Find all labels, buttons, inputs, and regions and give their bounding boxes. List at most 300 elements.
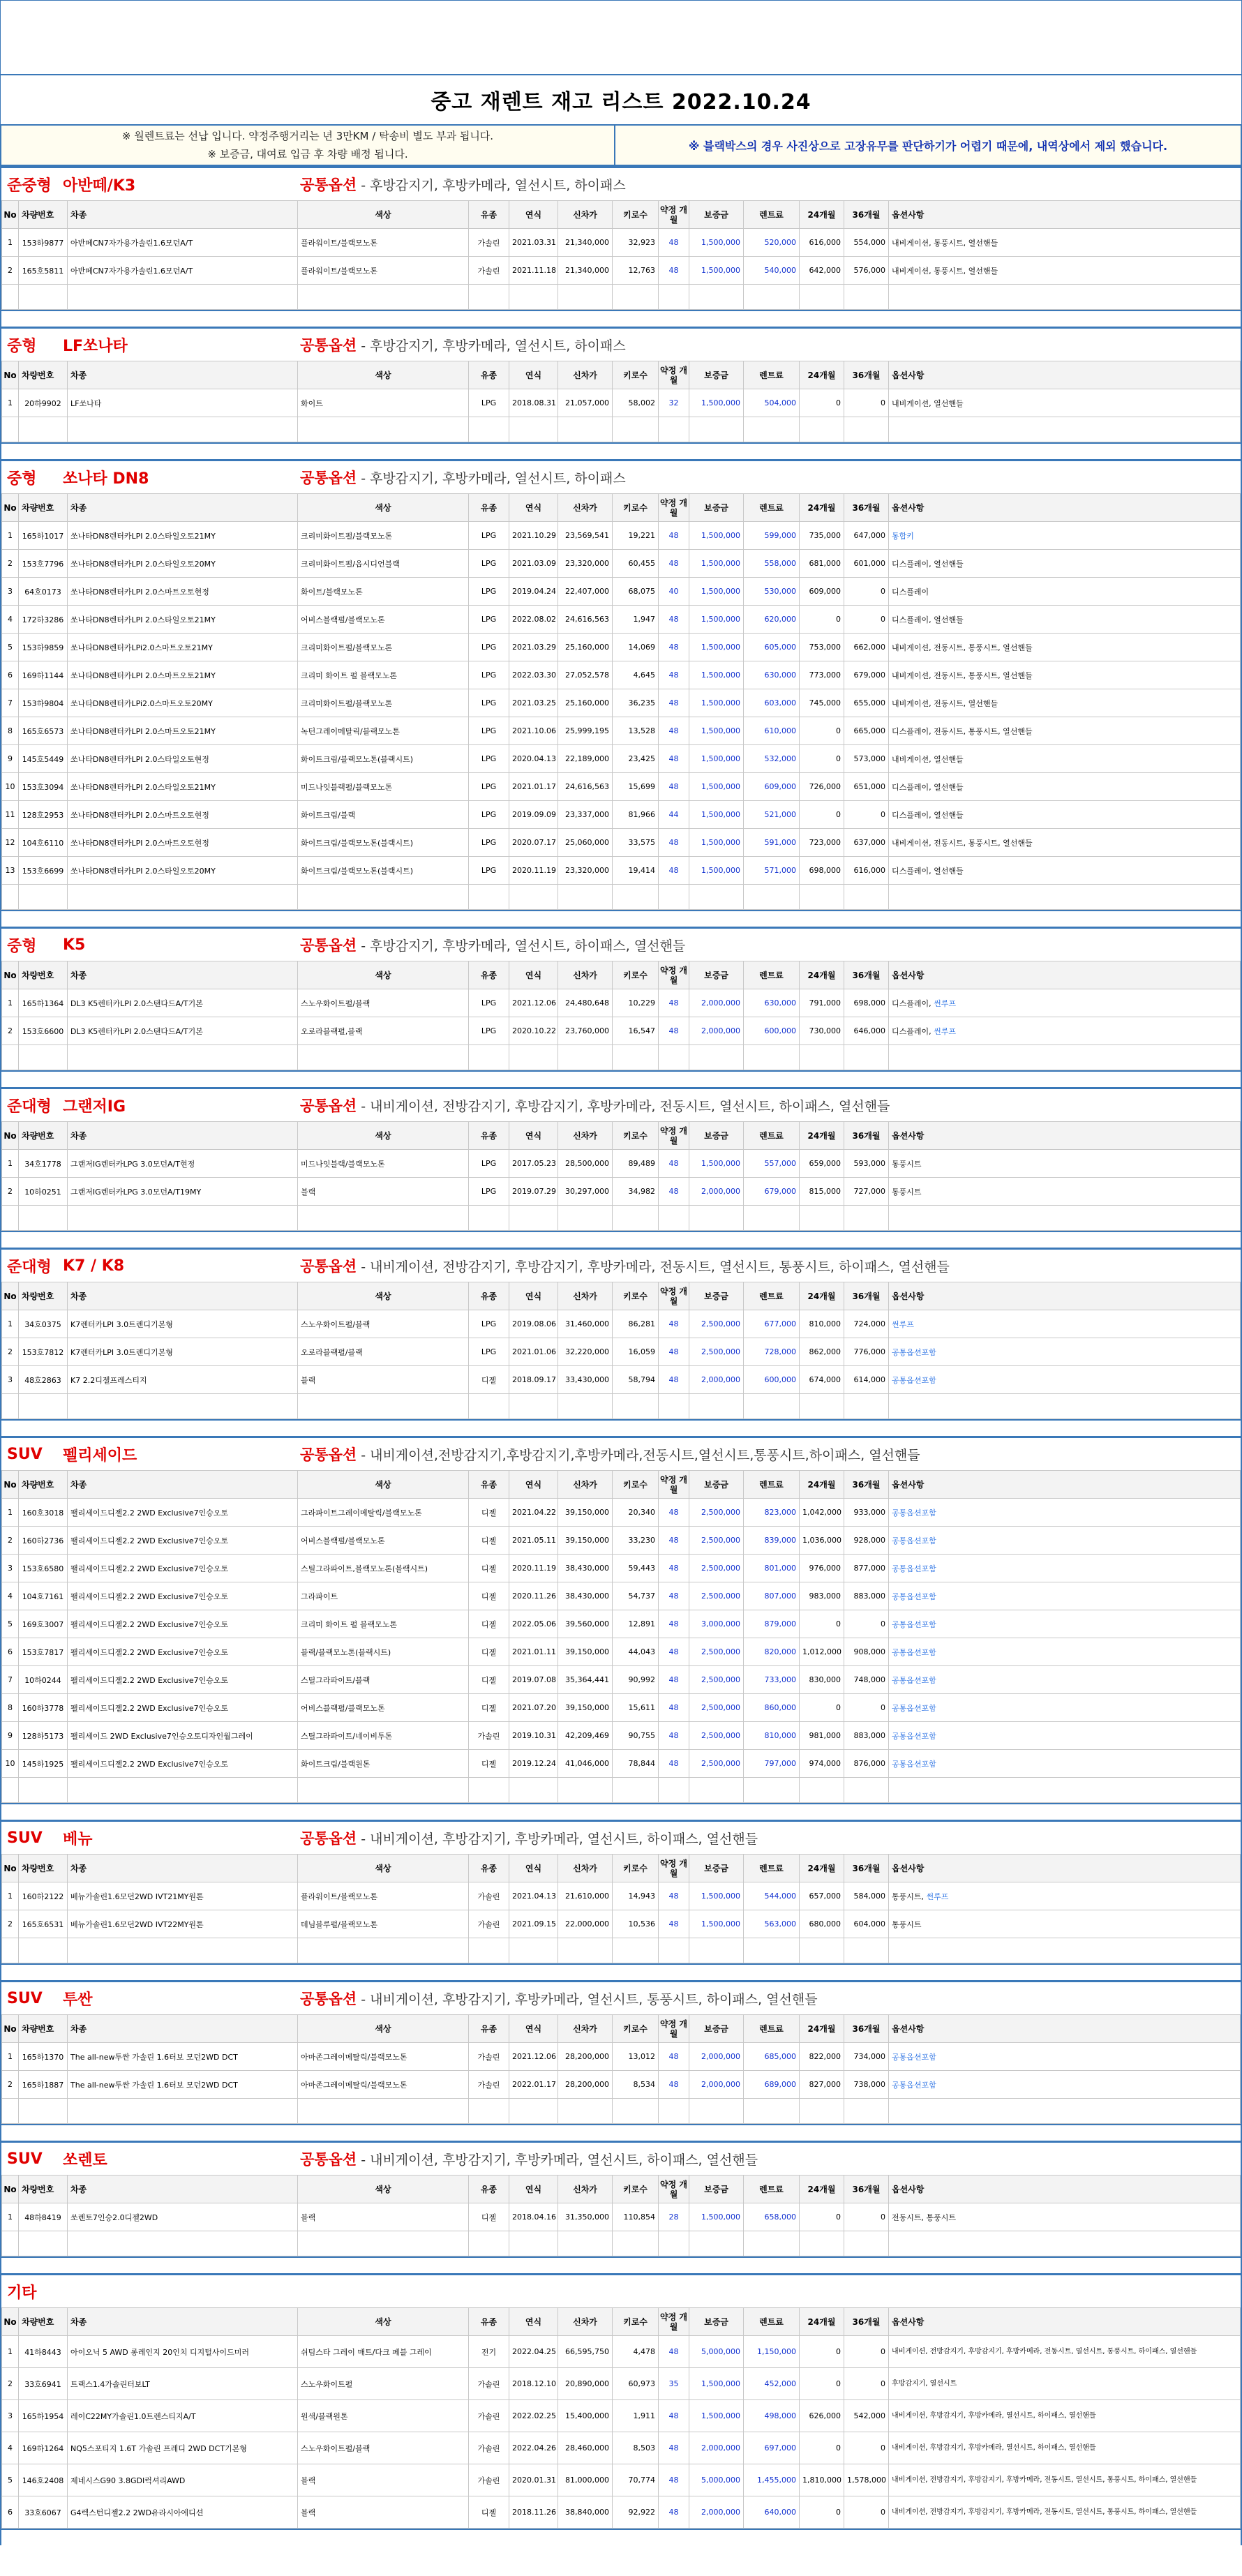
cell-0: 2: [2, 1527, 19, 1555]
column-header: 36개월: [844, 361, 889, 389]
cell-8: 48: [659, 773, 689, 801]
cell-3: 블랙: [298, 2203, 469, 2231]
cell-7: 10,229: [613, 989, 659, 1017]
cell-12: 662,000: [844, 634, 889, 661]
cell-9: 2,000,000: [689, 1366, 744, 1394]
cell-10: 879,000: [744, 1610, 800, 1638]
cell-10: 600,000: [744, 1017, 800, 1045]
cell-5: 2020.01.31: [509, 2464, 558, 2496]
blank-cell: [800, 1045, 844, 1070]
cell-4: 가솔린: [469, 257, 509, 285]
cell-6: 28,460,000: [558, 2432, 613, 2464]
table-row: [2, 1638, 1241, 1666]
blank-cell: [744, 1938, 800, 1963]
cell-8: 48: [659, 717, 689, 745]
cell-4: 가솔린: [469, 2071, 509, 2099]
cell-2: 쏘나타DN8렌터카LPI 2.0스마트오토21MY: [68, 717, 298, 745]
blank-cell: [509, 2231, 558, 2256]
column-header: 신차가: [558, 361, 613, 389]
cell-5: 2021.11.18: [509, 257, 558, 285]
column-header: 연식: [509, 2308, 558, 2336]
blank-cell: [844, 885, 889, 910]
cell-9: 2,000,000: [689, 1178, 744, 1206]
cell-4: 가솔린: [469, 1910, 509, 1938]
cell-6: 28,200,000: [558, 2071, 613, 2099]
cell-9: 2,500,000: [689, 1310, 744, 1338]
cell-8: 48: [659, 2464, 689, 2496]
blank-cell: [889, 1045, 1241, 1070]
column-header: 24개월: [800, 2176, 844, 2203]
blank-cell: [659, 417, 689, 442]
blank-cell: [68, 1778, 298, 1803]
blank-cell: [509, 1938, 558, 1963]
cell-0: 3: [2, 1366, 19, 1394]
cell-6: 35,364,441: [558, 1666, 613, 1694]
cell-0: 5: [2, 634, 19, 661]
cell-8: 48: [659, 1310, 689, 1338]
cell-6: 24,616,563: [558, 606, 613, 634]
column-header: 키로수: [613, 961, 659, 989]
cell-3: 크리미화이트펄/블랙모노톤: [298, 689, 469, 717]
cell-4: LPG: [469, 745, 509, 773]
cell-1: 160호3018: [19, 1499, 68, 1527]
column-header: 36개월: [844, 1855, 889, 1882]
cell-5: 2018.11.26: [509, 2496, 558, 2529]
cell-10: 658,000: [744, 2203, 800, 2231]
cell-6: 23,569,541: [558, 522, 613, 550]
cell-8: 48: [659, 522, 689, 550]
section-category: 준대형: [7, 1098, 52, 1116]
cell-9: 2,000,000: [689, 2496, 744, 2529]
cell-5: 2018.04.16: [509, 2203, 558, 2231]
cell-6: 41,046,000: [558, 1750, 613, 1778]
inventory-table: [1, 2307, 1241, 2529]
cell-7: 15,611: [613, 1694, 659, 1722]
cell-13: 공통옵션포함: [889, 2043, 1241, 2071]
cell-6: 24,616,563: [558, 773, 613, 801]
cell-1: 153호3094: [19, 773, 68, 801]
cell-9: 1,500,000: [689, 773, 744, 801]
column-header: 36개월: [844, 2015, 889, 2043]
common-options-label: 공통옵션: [300, 337, 357, 354]
cell-12: 776,000: [844, 1338, 889, 1366]
blank-cell: [844, 1938, 889, 1963]
blank-cell: [889, 285, 1241, 310]
column-header: 차량번호: [19, 2308, 68, 2336]
column-header: 옵션사항: [889, 961, 1241, 989]
cell-11: 791,000: [800, 989, 844, 1017]
column-header: 차량번호: [19, 1471, 68, 1499]
cell-10: 839,000: [744, 1527, 800, 1555]
blank-cell: [689, 1206, 744, 1231]
cell-1: 33호6067: [19, 2496, 68, 2529]
cell-0: 2: [2, 2071, 19, 2099]
cell-10: 521,000: [744, 801, 800, 829]
cell-6: 39,150,000: [558, 1638, 613, 1666]
cell-7: 68,075: [613, 578, 659, 606]
cell-9: 1,500,000: [689, 2400, 744, 2432]
cell-10: 1,455,000: [744, 2464, 800, 2496]
blank-cell: [744, 1045, 800, 1070]
cell-10: 728,000: [744, 1338, 800, 1366]
cell-8: 48: [659, 2432, 689, 2464]
cell-13: 디스플레이, 열선핸들: [889, 857, 1241, 885]
cell-2: 쏘나타DN8렌터카LPI 2.0스타일오토20MY: [68, 550, 298, 578]
cell-1: 169하1144: [19, 661, 68, 689]
cell-1: 165하1017: [19, 522, 68, 550]
blank-cell: [558, 1778, 613, 1803]
table-row: [2, 1017, 1241, 1045]
cell-13: 내비게이션, 전동시트, 통풍시트, 열선핸들: [889, 829, 1241, 857]
column-header: 36개월: [844, 494, 889, 522]
blank-cell: [844, 1394, 889, 1419]
cell-5: 2022.05.06: [509, 1610, 558, 1638]
cell-9: 2,000,000: [689, 2432, 744, 2464]
cell-0: 12: [2, 829, 19, 857]
section-4: [0, 1087, 1242, 1248]
section-category: 중형: [7, 470, 37, 488]
cell-9: 1,500,000: [689, 606, 744, 634]
cell-0: 2: [2, 1178, 19, 1206]
cell-4: 디젤: [469, 1366, 509, 1394]
column-header: 옵션사항: [889, 1855, 1241, 1882]
blank-row: [2, 2231, 1241, 2256]
column-header: No: [2, 1855, 19, 1882]
cell-11: 0: [800, 2432, 844, 2464]
cell-1: 104호7161: [19, 1582, 68, 1610]
column-header: No: [2, 494, 19, 522]
cell-9: 1,500,000: [689, 1882, 744, 1910]
cell-6: 39,150,000: [558, 1527, 613, 1555]
blank-cell: [298, 417, 469, 442]
blank-cell: [689, 2099, 744, 2124]
column-header: 보증금: [689, 2176, 744, 2203]
cell-6: 28,500,000: [558, 1150, 613, 1178]
blank-cell: [298, 1045, 469, 1070]
column-header: 연식: [509, 1855, 558, 1882]
column-header: 연식: [509, 201, 558, 229]
cell-1: 165하1370: [19, 2043, 68, 2071]
column-header: 옵션사항: [889, 201, 1241, 229]
cell-6: 21,340,000: [558, 257, 613, 285]
cell-10: 557,000: [744, 1150, 800, 1178]
blank-cell: [68, 2099, 298, 2124]
column-header: 차량번호: [19, 1282, 68, 1310]
cell-8: 40: [659, 578, 689, 606]
cell-13: 공통옵션포함: [889, 1722, 1241, 1750]
blank-cell: [558, 417, 613, 442]
cell-11: 1,012,000: [800, 1638, 844, 1666]
blank-cell: [19, 2231, 68, 2256]
cell-6: 32,220,000: [558, 1338, 613, 1366]
table-row: [2, 2336, 1241, 2368]
cell-3: 어비스블랙펄/블랙모노톤: [298, 606, 469, 634]
section-header: [1, 1089, 1241, 1121]
column-header: 보증금: [689, 1471, 744, 1499]
cell-13: 전동시트, 통풍시트: [889, 2203, 1241, 2231]
table-header-row: [2, 201, 1241, 229]
cell-7: 32,923: [613, 229, 659, 257]
column-header: 렌트료: [744, 1855, 800, 1882]
common-options-label: 공통옵션: [300, 1991, 357, 2007]
column-header: 렌트료: [744, 201, 800, 229]
cell-1: 20하9902: [19, 389, 68, 417]
table-header-row: [2, 2015, 1241, 2043]
cell-4: 가솔린: [469, 1722, 509, 1750]
cell-6: 25,160,000: [558, 689, 613, 717]
blank-cell: [558, 2231, 613, 2256]
cell-7: 16,059: [613, 1338, 659, 1366]
blank-cell: [800, 285, 844, 310]
cell-8: 48: [659, 550, 689, 578]
cell-9: 1,500,000: [689, 745, 744, 773]
page-title: 중고 재렌트 재고 리스트 2022.10.24: [0, 75, 1242, 124]
cell-8: 48: [659, 1338, 689, 1366]
blank-cell: [613, 417, 659, 442]
cell-8: 48: [659, 857, 689, 885]
cell-9: 1,500,000: [689, 801, 744, 829]
column-header: 렌트료: [744, 2308, 800, 2336]
cell-9: 2,500,000: [689, 1338, 744, 1366]
column-header: 차량번호: [19, 1122, 68, 1150]
table-row: [2, 829, 1241, 857]
cell-12: 1,578,000: [844, 2464, 889, 2496]
blank-cell: [659, 1778, 689, 1803]
cell-10: 823,000: [744, 1499, 800, 1527]
blank-cell: [298, 285, 469, 310]
cell-13: 통풍시트: [889, 1910, 1241, 1938]
column-header: 유종: [469, 1471, 509, 1499]
cell-3: 플라워이트/블랙모노톤: [298, 257, 469, 285]
cell-9: 1,500,000: [689, 550, 744, 578]
cell-13: 공통옵션포함: [889, 1499, 1241, 1527]
cell-0: 4: [2, 2432, 19, 2464]
cell-7: 89,489: [613, 1150, 659, 1178]
cell-12: 908,000: [844, 1638, 889, 1666]
cell-4: LPG: [469, 773, 509, 801]
cell-13: 내비게이션, 전방감지기, 후방감지기, 후방카메라, 전동시트, 열선시트, 통풍시트, 하이패스, 열선핸들: [889, 2336, 1241, 2368]
cell-11: 642,000: [800, 257, 844, 285]
column-header: 옵션사항: [889, 2308, 1241, 2336]
blank-cell: [509, 1394, 558, 1419]
cell-6: 42,209,469: [558, 1722, 613, 1750]
section-model: 쏘나타 DN8: [63, 470, 149, 488]
table-header-row: [2, 494, 1241, 522]
cell-5: 2020.11.26: [509, 1582, 558, 1610]
blank-cell: [469, 1206, 509, 1231]
common-options-text: - 내비게이션, 후방감지기, 후방카메라, 열선시트, 하이패스, 열선핸들: [361, 2152, 758, 2168]
cell-4: 전기: [469, 2336, 509, 2368]
common-options-text: - 내비게이션,전방감지기,후방감지기,후방카메라,전동시트,열선시트,통풍시트,하이패스, 열선핸들: [361, 1448, 920, 1463]
section-header: [1, 461, 1241, 493]
column-header: 24개월: [800, 1122, 844, 1150]
blank-cell: [68, 285, 298, 310]
cell-1: 128하5173: [19, 1722, 68, 1750]
column-header: 색상: [298, 1471, 469, 1499]
cell-9: 2,500,000: [689, 1555, 744, 1582]
cell-10: 620,000: [744, 606, 800, 634]
cell-4: 디젤: [469, 1750, 509, 1778]
section-common-options: [300, 467, 626, 488]
column-header: 24개월: [800, 1282, 844, 1310]
blank-cell: [68, 1045, 298, 1070]
section-category: 준대형: [7, 1258, 52, 1276]
cell-1: 172하3286: [19, 606, 68, 634]
cell-11: 0: [800, 1694, 844, 1722]
common-options-text: - 내비게이션, 후방감지기, 후방카메라, 열선시트, 하이패스, 열선핸들: [361, 1832, 758, 1847]
cell-10: 558,000: [744, 550, 800, 578]
cell-6: 23,320,000: [558, 857, 613, 885]
blank-cell: [689, 2231, 744, 2256]
common-options-text: - 내비게이션, 전방감지기, 후방감지기, 후방카메라, 전동시트, 열선시트, 하이패스, 열선핸들: [361, 1099, 890, 1114]
cell-0: 8: [2, 717, 19, 745]
cell-7: 20,340: [613, 1499, 659, 1527]
cell-8: 48: [659, 1366, 689, 1394]
common-options-label: 공통옵션: [300, 1098, 357, 1114]
cell-5: 2022.08.02: [509, 606, 558, 634]
table-row: [2, 989, 1241, 1017]
section-common-options: [300, 1827, 758, 1848]
cell-5: 2021.09.15: [509, 1910, 558, 1938]
cell-7: 14,069: [613, 634, 659, 661]
blank-cell: [469, 285, 509, 310]
cell-13: 후방감지기, 열선시트: [889, 2368, 1241, 2400]
table-row: [2, 661, 1241, 689]
cell-2: G4렉스턴디젤2.2 2WD유라시아에디션: [68, 2496, 298, 2529]
cell-12: 876,000: [844, 1750, 889, 1778]
cell-7: 12,763: [613, 257, 659, 285]
cell-5: 2021.04.13: [509, 1882, 558, 1910]
cell-8: 48: [659, 989, 689, 1017]
cell-10: 689,000: [744, 2071, 800, 2099]
cell-0: 2: [2, 1338, 19, 1366]
cell-13: 공통옵션포함: [889, 1366, 1241, 1394]
cell-12: 542,000: [844, 2400, 889, 2432]
cell-1: 165하1954: [19, 2400, 68, 2432]
cell-3: 스노우화이트펄/블랙: [298, 2432, 469, 2464]
table-header-row: [2, 1122, 1241, 1150]
blank-cell: [659, 1206, 689, 1231]
cell-9: 1,500,000: [689, 2203, 744, 2231]
cell-4: 디젤: [469, 1666, 509, 1694]
cell-4: LPG: [469, 1310, 509, 1338]
cell-2: 쏘나타DN8렌터카LPI 2.0스타일오토20MY: [68, 857, 298, 885]
cell-2: 팰리세이드디젤2.2 2WD Exclusive7인승오토: [68, 1527, 298, 1555]
cell-7: 92,922: [613, 2496, 659, 2529]
section-common-options: [300, 1444, 920, 1465]
column-header: No: [2, 1122, 19, 1150]
column-header: 색상: [298, 2176, 469, 2203]
cell-5: 2021.10.29: [509, 522, 558, 550]
cell-3: 크리미 화이트 펄 블랙모노톤: [298, 661, 469, 689]
section-spacer: [1, 1803, 1241, 1820]
cell-10: 677,000: [744, 1310, 800, 1338]
cell-1: 48호2863: [19, 1366, 68, 1394]
blank-cell: [613, 1778, 659, 1803]
section-category: 중형: [7, 337, 37, 355]
blank-cell: [469, 1045, 509, 1070]
cell-4: LPG: [469, 829, 509, 857]
cell-0: 4: [2, 1582, 19, 1610]
cell-6: 39,150,000: [558, 1499, 613, 1527]
cell-8: 48: [659, 2496, 689, 2529]
cell-3: 화이트/블랙모노톤: [298, 578, 469, 606]
blank-cell: [800, 2231, 844, 2256]
column-header: 24개월: [800, 2308, 844, 2336]
column-header: 차량번호: [19, 201, 68, 229]
table-row: [2, 2203, 1241, 2231]
blank-cell: [844, 1206, 889, 1231]
cell-8: 48: [659, 257, 689, 285]
blank-cell: [298, 1938, 469, 1963]
cell-9: 5,000,000: [689, 2336, 744, 2368]
common-options-label: 공통옵션: [300, 1446, 357, 1463]
section-category: 준중형: [7, 177, 52, 195]
cell-9: 1,500,000: [689, 717, 744, 745]
cell-4: LPG: [469, 606, 509, 634]
cell-13: 내비게이션, 열선핸들: [889, 389, 1241, 417]
cell-13: 통합키: [889, 522, 1241, 550]
section-common-options: [300, 1095, 890, 1116]
blank-cell: [68, 417, 298, 442]
cell-10: 571,000: [744, 857, 800, 885]
column-header: 24개월: [800, 1855, 844, 1882]
column-header: 차량번호: [19, 1855, 68, 1882]
column-header: 렌트료: [744, 1471, 800, 1499]
cell-9: 1,500,000: [689, 2368, 744, 2400]
section-7: [0, 1820, 1242, 1980]
cell-3: 어비스블랙펄/블랙모노톤: [298, 1694, 469, 1722]
cell-12: 0: [844, 801, 889, 829]
table-row: [2, 2432, 1241, 2464]
blank-cell: [889, 2231, 1241, 2256]
column-header: 유종: [469, 201, 509, 229]
section-category: SUV: [7, 1445, 43, 1463]
cell-9: 2,000,000: [689, 2043, 744, 2071]
cell-0: 3: [2, 2400, 19, 2432]
cell-5: 2021.03.29: [509, 634, 558, 661]
column-header: 키로수: [613, 361, 659, 389]
cell-10: 810,000: [744, 1722, 800, 1750]
table-row: [2, 1555, 1241, 1582]
cell-11: 657,000: [800, 1882, 844, 1910]
blank-cell: [19, 1938, 68, 1963]
cell-2: K7렌터카LPI 3.0트렌디기본형: [68, 1338, 298, 1366]
cell-0: 5: [2, 2464, 19, 2496]
cell-4: LPG: [469, 1017, 509, 1045]
column-header: No: [2, 2015, 19, 2043]
common-options-text: - 후방감지기, 후방카메라, 열선시트, 하이패스: [361, 178, 626, 193]
cell-12: 724,000: [844, 1310, 889, 1338]
cell-5: 2020.11.19: [509, 1555, 558, 1582]
cell-12: 0: [844, 2368, 889, 2400]
cell-11: 815,000: [800, 1178, 844, 1206]
cell-5: 2021.12.06: [509, 989, 558, 1017]
cell-11: 609,000: [800, 578, 844, 606]
cell-8: 48: [659, 1910, 689, 1938]
column-header: 유종: [469, 1282, 509, 1310]
blank-cell: [2, 417, 19, 442]
cell-5: 2022.04.26: [509, 2432, 558, 2464]
cell-7: 54,737: [613, 1582, 659, 1610]
cell-1: 153호7817: [19, 1638, 68, 1666]
blank-cell: [469, 1938, 509, 1963]
blank-cell: [689, 285, 744, 310]
cell-0: 11: [2, 801, 19, 829]
cell-3: 그라파이트: [298, 1582, 469, 1610]
column-header: 유종: [469, 1855, 509, 1882]
table-row: [2, 1694, 1241, 1722]
